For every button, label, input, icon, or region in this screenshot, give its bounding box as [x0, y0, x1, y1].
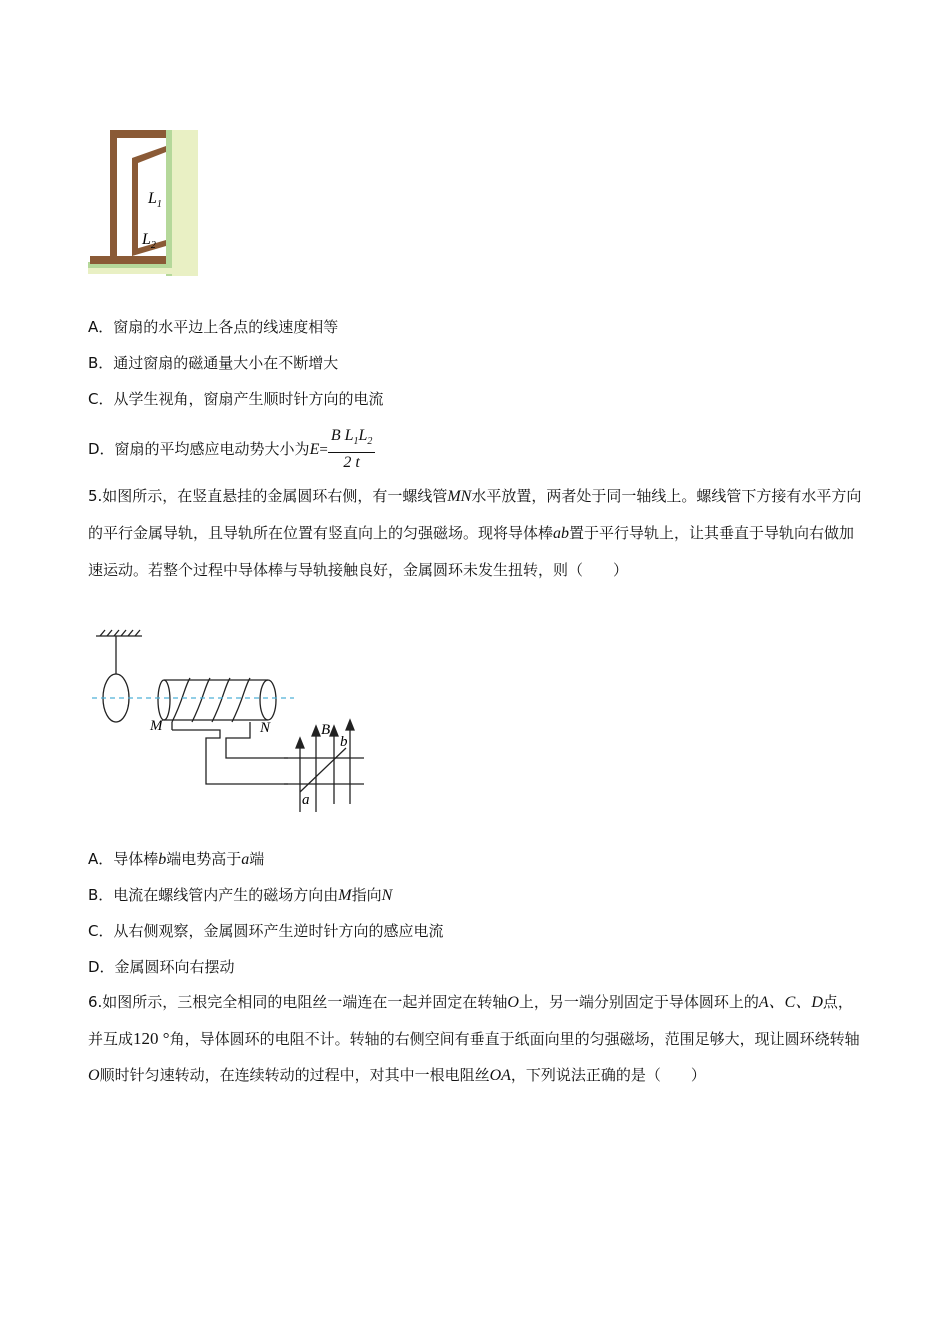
label-b-end: b: [340, 734, 348, 750]
wall-edge: [166, 130, 172, 276]
q6-stem: 6.如图所示，三根完全相同的电阻丝一端连在一起并固定在转轴O上，另一端分别固定于导体圆环上的A、C、D点，并互成120 °角，导体圆环的电阻不计。转轴的右侧空间有垂直于纸面向里的匀强磁场，范围足够大，现让圆环绕转轴O顺时针匀速转动，在连续转动的过程中，对其中一根电阻丝OA，下列说法正确的是（ ）: [88, 993, 860, 1084]
emf-symbol: E: [309, 441, 320, 459]
q4-option-c: C．从学生视角，窗扇产生顺时针方向的电流: [88, 390, 384, 408]
fraction-numerator: B $L_1L_2$: [328, 426, 376, 453]
label-n: N: [260, 720, 271, 736]
window-frame-top: [110, 130, 166, 138]
q4-option-d-text: D．窗扇的平均感应电动势大小为: [88, 440, 310, 459]
label-l1: $L_1$: [148, 190, 162, 210]
fraction-denominator: 2 t: [343, 454, 360, 472]
q4-option-d: [88, 426, 375, 473]
q5-option-d: D．金属圆环向右摆动: [88, 958, 235, 976]
window-sill: [90, 256, 166, 264]
q4-option-b: B．通过窗扇的磁通量大小在不断增大: [88, 354, 339, 372]
equals-sign: =: [319, 442, 328, 459]
window-figure: [88, 128, 200, 280]
solenoid-circuit-figure: [88, 628, 378, 814]
sash-hinge-side: [132, 158, 138, 256]
q5-option-a: A．导体棒b端电势高于a端: [88, 850, 265, 868]
q5-option-b: B．电流在螺线管内产生的磁场方向由M指向N: [88, 886, 393, 904]
window-frame-left: [110, 130, 117, 264]
label-b-field: B: [321, 722, 331, 738]
label-m: M: [150, 718, 163, 734]
q5-stem: 5.如图所示，在竖直悬挂的金属圆环右侧，有一螺线管MN水平放置，两者处于同一轴线上。螺线管下方接有水平方向的平行金属导轨，且导轨所在位置有竖直向上的匀强磁场。现将导体棒ab置于平行导轨上，让其垂直于导轨向右做加速运动。若整个过程中导体棒与导轨接触良好，金属圆环未发生扭转，则（ ）: [88, 487, 862, 579]
wall: [170, 130, 198, 276]
emf-fraction: [328, 426, 376, 473]
label-l2: $L_2$: [142, 231, 156, 251]
label-a-end: a: [302, 792, 310, 808]
q4-option-a: A．窗扇的水平边上各点的线速度相等: [88, 318, 339, 336]
q5-option-c: C．从右侧观察，金属圆环产生逆时针方向的感应电流: [88, 922, 444, 940]
